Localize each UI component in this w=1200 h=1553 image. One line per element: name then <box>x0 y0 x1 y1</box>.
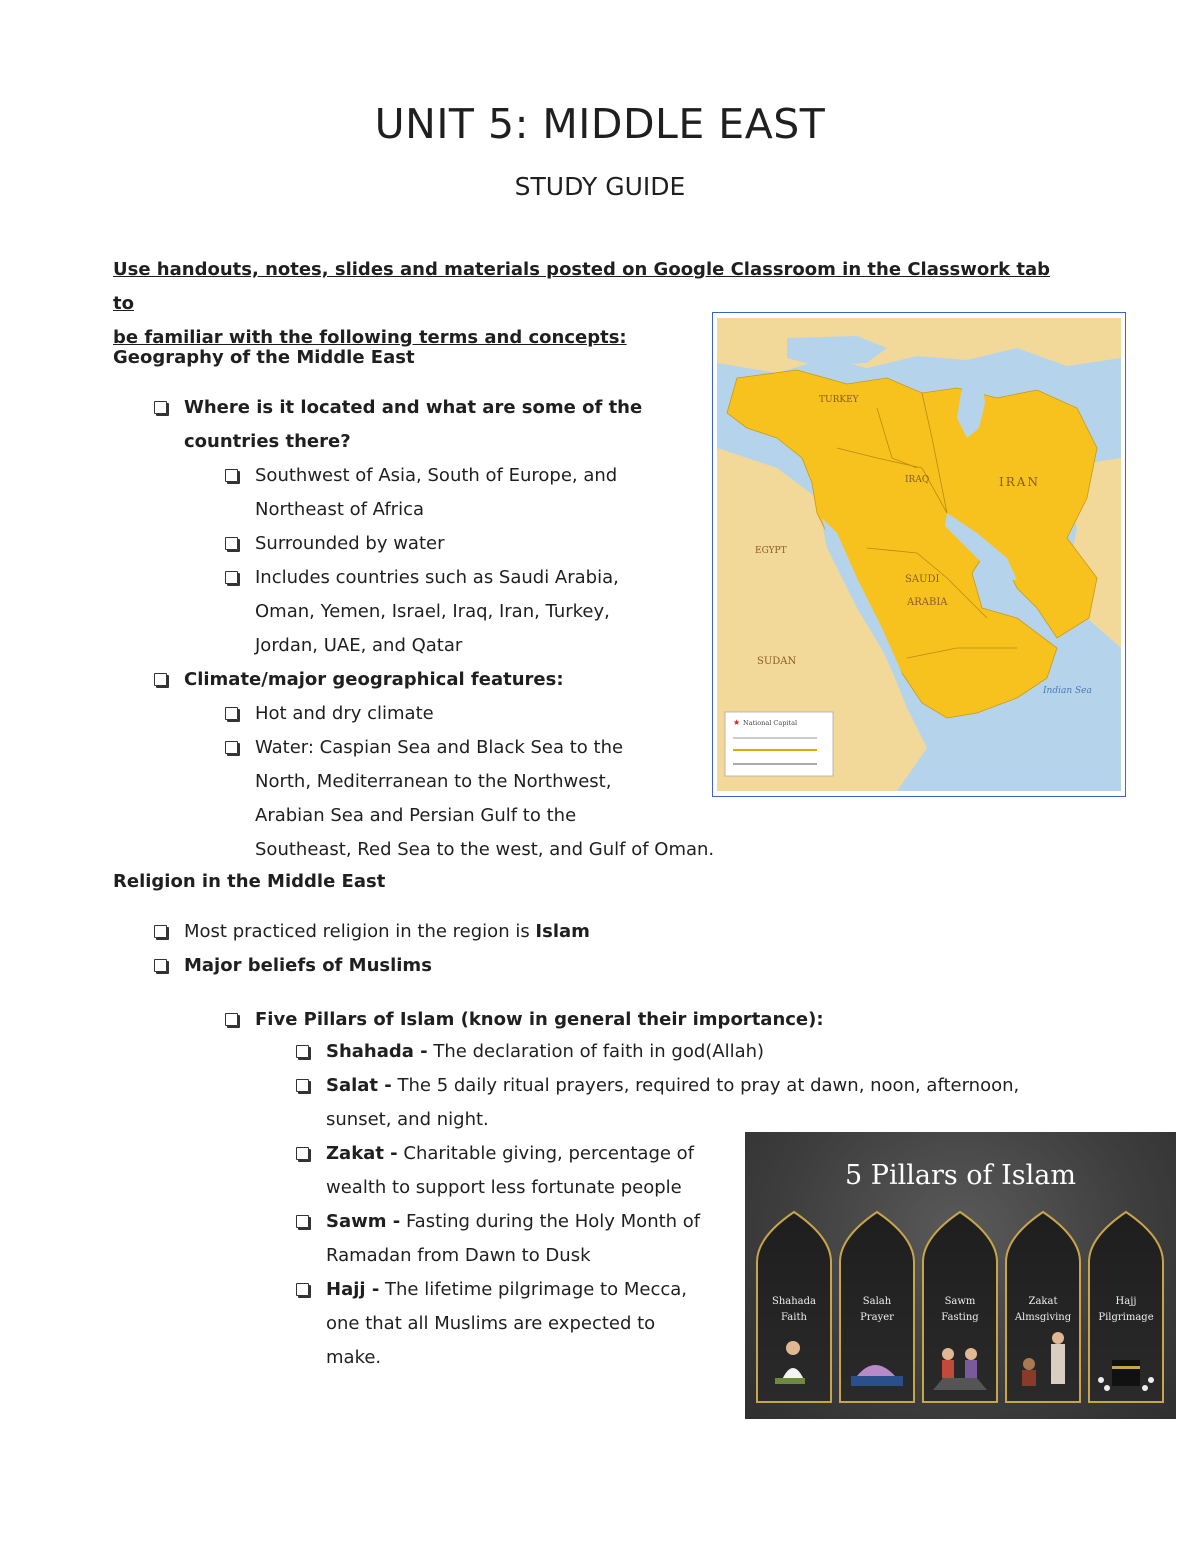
intro-line-2: be familiar with the following terms and concepts: <box>113 327 627 348</box>
pillars-heading <box>255 1003 824 1037</box>
map-label-arabia: ARABIA <box>907 597 948 608</box>
pillar-desc: The declaration of faith in god(Allah) <box>427 1041 765 1062</box>
religion-heading: Religion in the Middle East <box>113 871 386 892</box>
arch-meaning: Faith <box>781 1312 807 1323</box>
answer-line: North, Mediterranean to the Northwest, <box>255 771 612 792</box>
pillar-shahada <box>326 1035 764 1069</box>
religion-item-text: Major beliefs of Muslims <box>184 955 432 976</box>
question-line: Where is it located and what are some of the <box>184 397 643 418</box>
arch-name: Salah <box>862 1296 892 1307</box>
checkbox-icon[interactable] <box>296 1147 309 1160</box>
pillar-desc: wealth to support less fortunate people <box>326 1177 682 1198</box>
religion-item-bold: Islam <box>535 921 590 942</box>
arch-meaning: Almsgiving <box>1014 1312 1072 1323</box>
pillar-desc: one that all Muslims are expected to <box>326 1313 656 1334</box>
pillar-name: Shahada - <box>326 1041 428 1062</box>
map-label-turkey: TURKEY <box>819 395 859 405</box>
pillar-name: Sawm - <box>326 1211 401 1232</box>
answer-water-bodies <box>255 731 714 867</box>
arch-meaning: Fasting <box>941 1312 979 1323</box>
map-label-iraq: IRAQ <box>905 475 930 485</box>
answer-climate <box>255 697 434 731</box>
pillars-arches-graphic <box>745 1132 1176 1419</box>
map-label-egypt: EGYPT <box>755 546 787 556</box>
arch-zakat <box>1006 1294 1080 1326</box>
answer-water <box>255 527 444 561</box>
answer-line: Hot and dry climate <box>255 703 434 724</box>
arch-name: Hajj <box>1115 1296 1137 1307</box>
legend-capital-label: National Capital <box>743 719 798 727</box>
pillar-desc: sunset, and night. <box>326 1109 489 1130</box>
arch-sawm <box>923 1294 997 1326</box>
checkbox-icon[interactable] <box>225 469 238 482</box>
five-pillars-image <box>745 1132 1176 1419</box>
geography-heading: Geography of the Middle East <box>113 347 415 368</box>
checkbox-icon[interactable] <box>225 537 238 550</box>
checkbox-icon[interactable] <box>225 741 238 754</box>
pillar-sawm <box>326 1205 700 1273</box>
pillar-desc: The 5 daily ritual prayers, required to pray at dawn, noon, afternoon, <box>391 1075 1020 1096</box>
checkbox-icon[interactable] <box>154 959 167 972</box>
arch-name: Sawm <box>944 1296 976 1307</box>
question-line: Climate/major geographical features: <box>184 669 564 690</box>
answer-line: Northeast of Africa <box>255 499 425 520</box>
map-label-sudan: SUDAN <box>757 656 797 667</box>
pillar-name: Hajj - <box>326 1279 380 1300</box>
star-icon: ★ <box>733 718 741 727</box>
page-title: UNIT 5: MIDDLE EAST <box>374 100 826 148</box>
pillar-salat <box>326 1069 1019 1137</box>
answer-line: Surrounded by water <box>255 533 445 554</box>
arch-hajj <box>1089 1294 1163 1326</box>
pillar-zakat <box>326 1137 694 1205</box>
answer-line: Water: Caspian Sea and Black Sea to the <box>255 737 624 758</box>
answer-line: Jordan, UAE, and Qatar <box>255 635 463 656</box>
religion-item-beliefs <box>184 949 432 983</box>
checkbox-icon[interactable] <box>296 1079 309 1092</box>
checkbox-icon[interactable] <box>296 1045 309 1058</box>
geography-question-climate <box>184 663 564 697</box>
pillar-hajj <box>326 1273 687 1375</box>
checkbox-icon[interactable] <box>154 401 167 414</box>
geography-question-location <box>184 391 642 459</box>
arch-name: Zakat <box>1028 1296 1058 1307</box>
pillar-desc: Charitable giving, percentage of <box>397 1143 695 1164</box>
pillar-name: Zakat - <box>326 1143 398 1164</box>
pillar-desc: The lifetime pilgrimage to Mecca, <box>379 1279 688 1300</box>
arch-name: Shahada <box>771 1296 817 1307</box>
intro-line-1: Use handouts, notes, slides and materials posted on Google Classroom in the Classwork tab to <box>113 259 1051 314</box>
checkbox-icon[interactable] <box>296 1283 309 1296</box>
pillars-image-title: 5 Pillars of Islam <box>845 1160 1076 1191</box>
map-label-sea: Indian Sea <box>1043 686 1092 696</box>
pillar-desc: make. <box>326 1347 382 1368</box>
map-graphic <box>717 318 1121 791</box>
map-label-saudi: SAUDI <box>905 574 940 585</box>
answer-countries <box>255 561 619 663</box>
arch-salah <box>840 1294 914 1326</box>
checkbox-icon[interactable] <box>296 1215 309 1228</box>
answer-line: Includes countries such as Saudi Arabia, <box>255 567 619 588</box>
arch-meaning: Prayer <box>860 1312 894 1323</box>
checkbox-icon[interactable] <box>225 707 238 720</box>
page-subtitle: STUDY GUIDE <box>514 172 686 201</box>
pillars-heading-text: Five Pillars of Islam (know in general their importance): <box>255 1009 824 1030</box>
map-label-iran: IRAN <box>999 475 1040 489</box>
checkbox-icon[interactable] <box>225 571 238 584</box>
question-line: countries there? <box>184 431 351 452</box>
pillar-desc: Fasting during the Holy Month of <box>400 1211 701 1232</box>
answer-line: Oman, Yemen, Israel, Iraq, Iran, Turkey, <box>255 601 610 622</box>
arch-shahada <box>757 1294 831 1326</box>
arch-meaning: Pilgrimage <box>1098 1312 1154 1323</box>
answer-line: Southwest of Asia, South of Europe, and <box>255 465 618 486</box>
religion-item-islam <box>184 915 590 949</box>
answer-location <box>255 459 617 527</box>
pillar-desc: Ramadan from Dawn to Dusk <box>326 1245 591 1266</box>
pillar-name: Salat - <box>326 1075 392 1096</box>
middle-east-map <box>712 312 1126 797</box>
checkbox-icon[interactable] <box>154 925 167 938</box>
religion-item-text: Most practiced religion in the region is <box>184 921 536 942</box>
answer-line: Arabian Sea and Persian Gulf to the <box>255 805 577 826</box>
checkbox-icon[interactable] <box>154 673 167 686</box>
checkbox-icon[interactable] <box>225 1013 238 1026</box>
answer-line: Southeast, Red Sea to the west, and Gulf of Oman. <box>255 839 715 860</box>
